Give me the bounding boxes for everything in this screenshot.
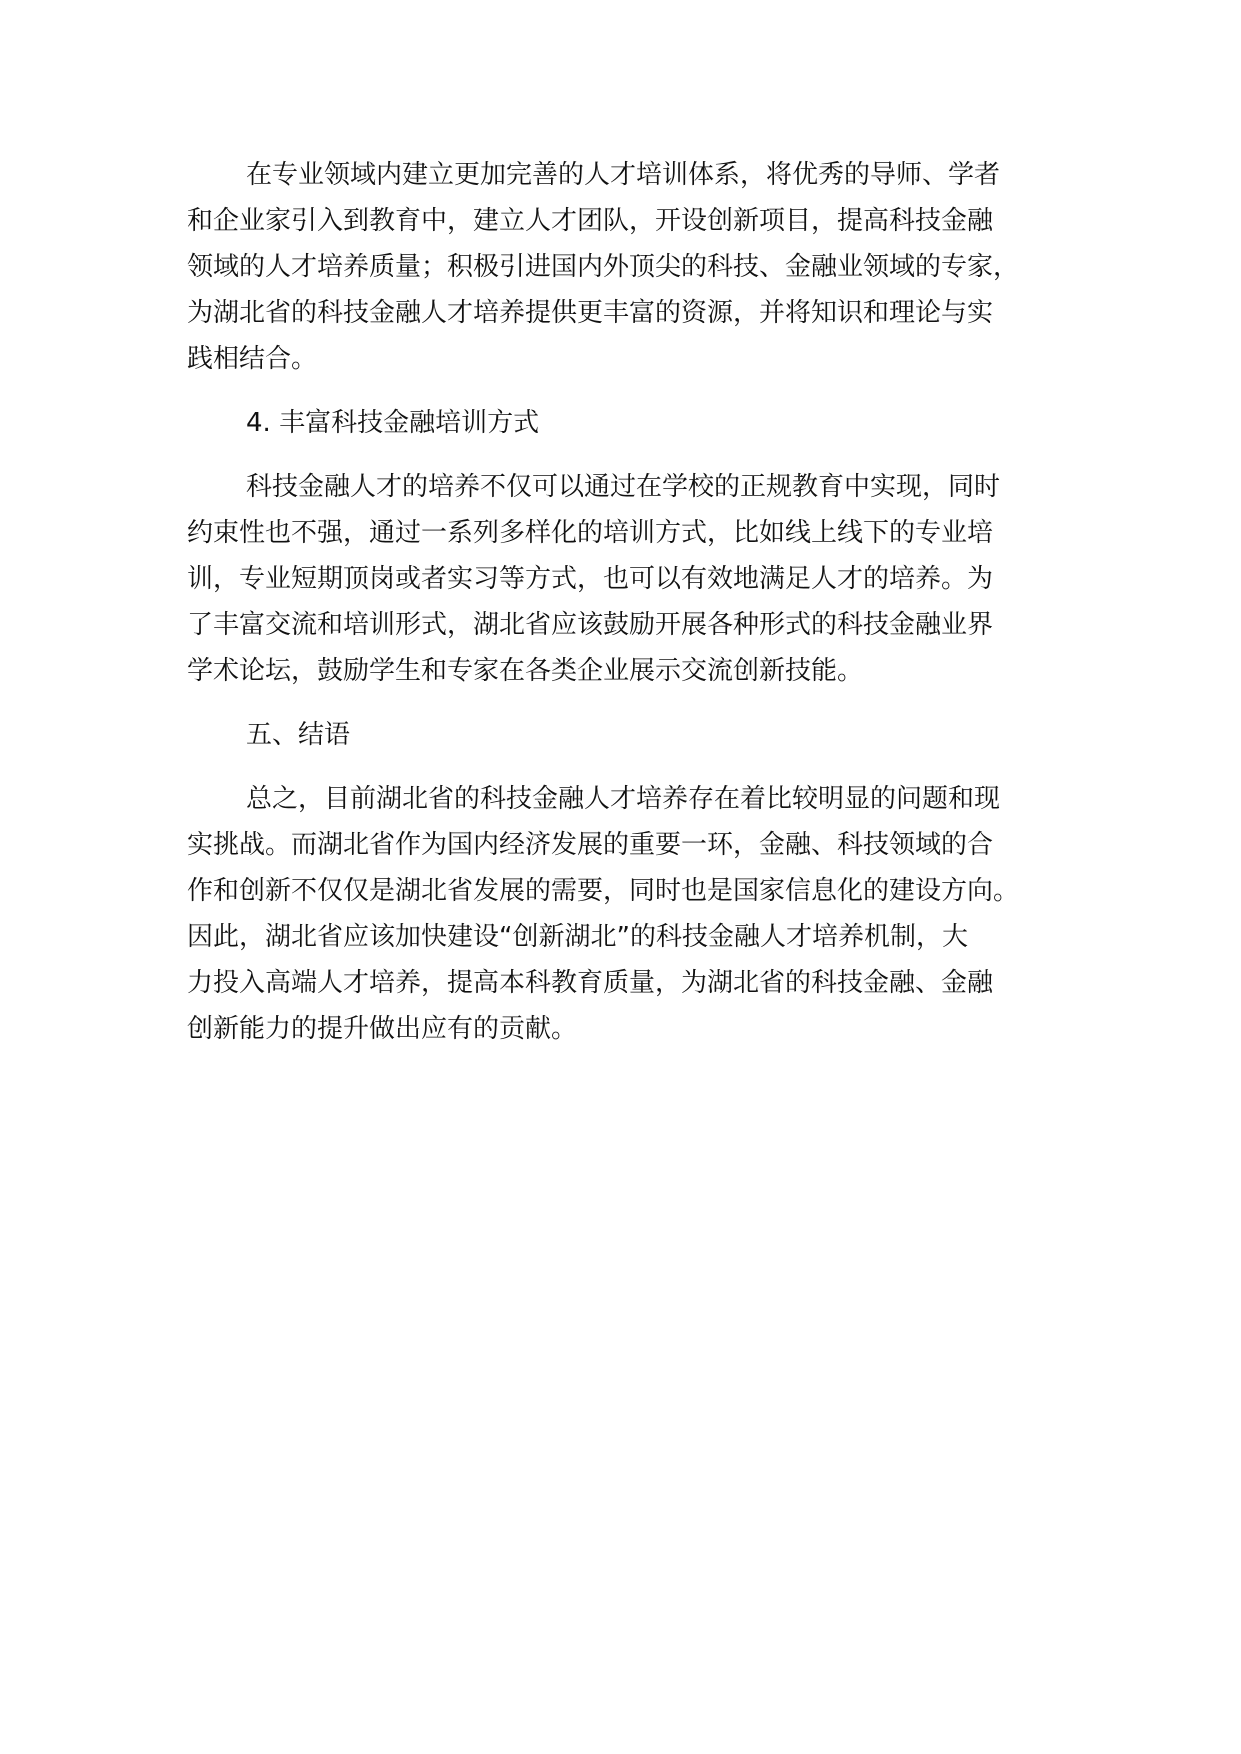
document-body <box>187 152 1077 1070</box>
paragraph-line: 了丰富交流和培训形式，湖北省应该鼓励开展各种形式的科技金融业界 <box>187 610 994 640</box>
paragraph-line: 训，专业短期顶岗或者实习等方式，也可以有效地满足人才的培养。为 <box>187 564 994 594</box>
paragraph-line: 领域的人才培养质量；积极引进国内外顶尖的科技、金融业领域的专家， <box>187 252 1020 282</box>
paragraph-line: 总之，目前湖北省的科技金融人才培养存在着比较明显的问题和现 <box>246 784 1001 814</box>
paragraph-line: 因此，湖北省应该加快建设“创新湖北”的科技金融人才培养机制，大 <box>187 922 968 952</box>
paragraph-line: 学术论坛，鼓励学生和专家在各类企业展示交流创新技能。 <box>187 656 864 686</box>
paragraph-line: 创新能力的提升做出应有的贡献。 <box>187 1014 578 1044</box>
paragraph-talent-training-system <box>187 152 1077 382</box>
paragraph-line: 在专业领域内建立更加完善的人才培训体系，将优秀的导师、学者 <box>246 160 1001 190</box>
heading-text: 4. 丰富科技金融培训方式 <box>246 408 540 438</box>
heading-text: 五、结语 <box>246 720 351 750</box>
paragraph-line: 科技金融人才的培养不仅可以通过在学校的正规教育中实现，同时 <box>246 472 1001 502</box>
paragraph-line: 实挑战。而湖北省作为国内经济发展的重要一环，金融、科技领域的合 <box>187 830 994 860</box>
paragraph-line: 践相结合。 <box>187 344 318 374</box>
paragraph-line: 力投入高端人才培养，提高本科教育质量，为湖北省的科技金融、金融 <box>187 968 994 998</box>
paragraph-training-methods <box>187 464 1077 694</box>
paragraph-line: 为湖北省的科技金融人才培养提供更丰富的资源，并将知识和理论与实 <box>187 298 994 328</box>
paragraph-conclusion <box>187 776 1077 1052</box>
section-heading-5 <box>187 712 1077 758</box>
section-heading-4 <box>187 400 1077 446</box>
paragraph-line: 作和创新不仅仅是湖北省发展的需要，同时也是国家信息化的建设方向。 <box>187 876 1020 906</box>
paragraph-line: 和企业家引入到教育中，建立人才团队，开设创新项目，提高科技金融 <box>187 206 994 236</box>
paragraph-line: 约束性也不强，通过一系列多样化的培训方式，比如线上线下的专业培 <box>187 518 994 548</box>
